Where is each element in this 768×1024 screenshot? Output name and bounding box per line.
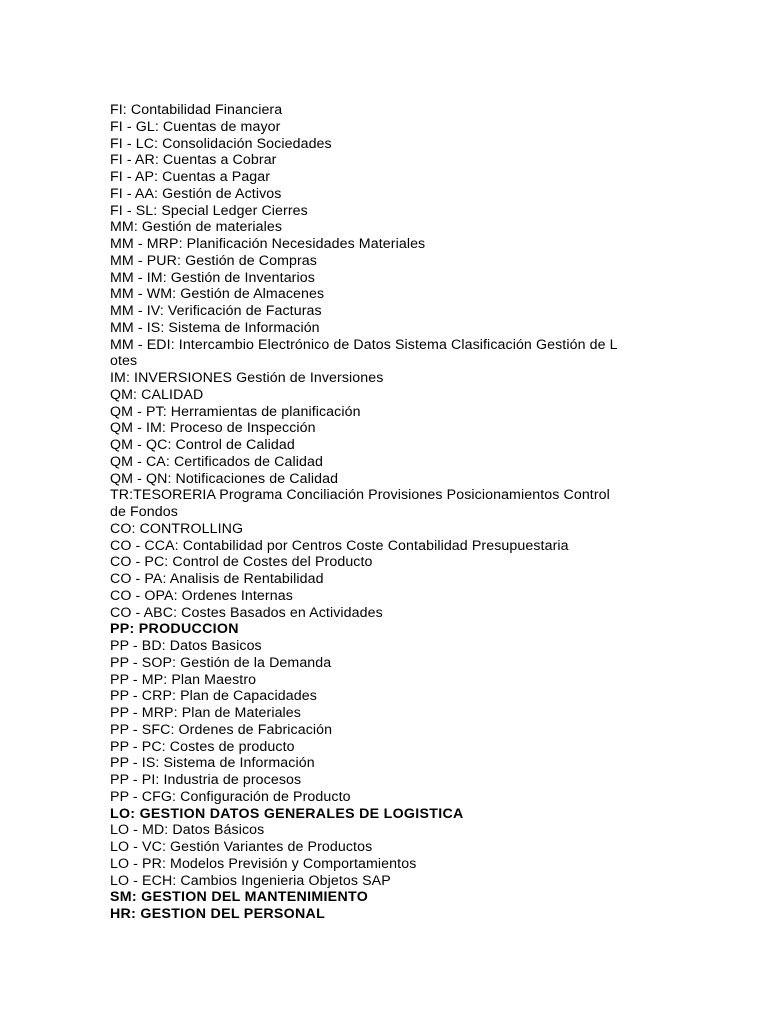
list-line: PP - SFC: Ordenes de Fabricación [110,721,333,738]
list-line: MM - PUR: Gestión de Compras [110,252,317,269]
section-heading: SM: GESTION DEL MANTENIMIENTO [110,889,369,906]
list-line: otes [110,353,138,370]
list-line: PP - MP: Plan Maestro [110,671,257,688]
list-line: LO - VC: Gestión Variantes de Productos [110,839,373,855]
list-line: PP - BD: Datos Basicos [110,638,262,654]
list-line: MM - EDI: Intercambio Electrónico de Datos Sistema Clasificación Gestión de L [110,336,618,353]
list-line: QM - QN: Notificaciones de Calidad [110,470,339,487]
list-line: IM: INVERSIONES Gestión de Inversiones [110,370,384,386]
list-line: PP - CRP: Plan de Capacidades [110,688,317,705]
module-list [110,102,662,923]
list-line: TR:TESORERIA Programa Conciliación Provisiones Posicionamientos Control [110,487,610,504]
list-line: MM - MRP: Planificación Necesidades Materiales [110,236,426,252]
section-heading: HR: GESTION DEL PERSONAL [110,906,326,922]
list-line: FI: Contabilidad Financiera [110,102,283,118]
list-line: PP - PI: Industria de procesos [110,772,302,788]
list-line: PP - MRP: Plan de Materiales [110,705,301,721]
list-line: FI - AP: Cuentas a Pagar [110,169,271,185]
list-line: CO - PC: Control de Costes del Producto [110,554,373,571]
list-line: PP - PC: Costes de producto [110,738,295,755]
list-line: MM - IV: Verificación de Facturas [110,303,322,319]
list-line: FI - LC: Consolidación Sociedades [110,135,332,152]
list-line: FI - AA: Gestión de Activos [110,185,282,202]
list-line: MM - IM: Gestión de Inventarios [110,269,315,286]
list-line: QM - IM: Proceso de Inspección [110,420,316,437]
list-line: MM - WM: Gestión de Almacenes [110,286,325,303]
list-line: FI - GL: Cuentas de mayor [110,118,281,135]
list-line: FI - SL: Special Ledger Cierres [110,202,308,219]
list-line: LO - MD: Datos Básicos [110,822,265,839]
list-line: PP - IS: Sistema de Información [110,755,315,772]
list-line: CO - ABC: Costes Basados en Actividades [110,604,383,621]
list-line: CO - PA: Analisis de Rentabilidad [110,571,324,587]
list-line: de Fondos [110,504,178,520]
list-line: QM: CALIDAD [110,386,204,403]
list-line: CO - CCA: Contabilidad por Centros Coste Contabilidad Presupuestaria [110,537,569,554]
list-line: QM - QC: Control de Calidad [110,437,295,453]
list-line: MM: Gestión de materiales [110,219,283,236]
list-line: PP - CFG: Configuración de Producto [110,788,351,805]
list-line: PP - SOP: Gestión de la Demanda [110,654,332,671]
section-heading: PP: PRODUCCION [110,621,239,638]
list-line: CO: CONTROLLING [110,520,244,537]
list-line: FI - AR: Cuentas a Cobrar [110,152,277,169]
list-line: LO - PR: Modelos Previsión y Comportamientos [110,855,417,872]
list-line: QM - CA: Certificados de Calidad [110,453,323,470]
list-line: QM - PT: Herramientas de planificación [110,403,361,420]
section-heading: LO: GESTION DATOS GENERALES DE LOGISTICA [110,805,464,822]
list-line: MM - IS: Sistema de Información [110,319,320,336]
list-line: LO - ECH: Cambios Ingenieria Objetos SAP [110,872,391,889]
list-line: CO - OPA: Ordenes Internas [110,587,293,604]
